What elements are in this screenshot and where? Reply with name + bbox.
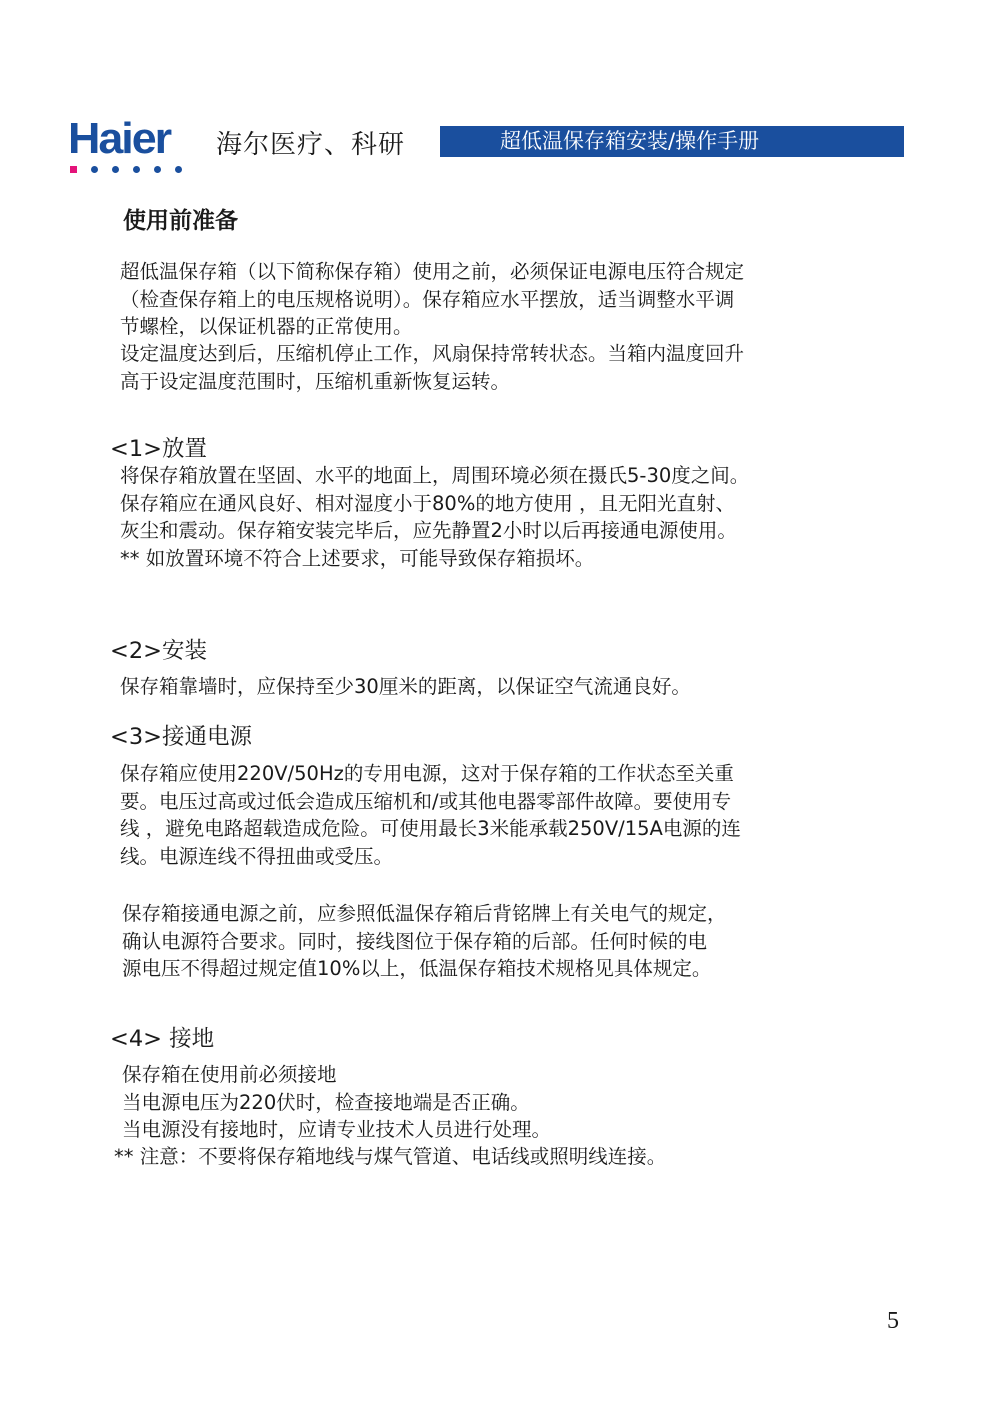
installation-text: [120, 673, 920, 701]
paragraph-line: 当电源电压为220伏时，检查接地端是否正确。: [122, 1090, 530, 1114]
paragraph-line: 保存箱靠墙时，应保持至少30厘米的距离，以保证空气流通良好。: [120, 675, 691, 698]
paragraph-line: 线 ，避免电路超载造成危险。可使用最长3米能承载250V/15A电源的连: [120, 817, 741, 840]
paragraph-line: 确认电源符合要求。同时，接线图位于保存箱的后部。任何时候的电: [122, 929, 708, 953]
paragraph-line: 灰尘和震动。保存箱安装完毕后，应先静置2小时以后再接通电源使用。: [120, 519, 737, 542]
grounding-text: [122, 1061, 922, 1144]
paragraph-line: 当电源没有接地时，应请专业技术人员进行处理。: [122, 1118, 552, 1141]
paragraph-line: 保存箱应使用220V/50Hz的专用电源，这对于保存箱的工作状态至关重: [120, 762, 734, 785]
paragraph-line: 节螺栓，以保证机器的正常使用。: [120, 315, 413, 338]
section-heading-grounding: <4> 接地: [110, 1026, 215, 1052]
paragraph-line: 超低温保存箱（以下简称保存箱）使用之前，必须保证电源电压符合规定: [120, 260, 745, 283]
logo-dot: [91, 166, 98, 173]
haier-logo: [68, 116, 192, 172]
paragraph-line: 保存箱接通电源之前，应参照低温保存箱后背铭牌上有关电气的规定，: [122, 902, 727, 925]
logo-dot: [112, 166, 119, 173]
paragraph-line: 高于设定温度范围时，压缩机重新恢复运转。: [120, 369, 511, 393]
logo-dot: [70, 166, 77, 173]
paragraph-line: 要。电压过高或过低会造成压缩机和/或其他电器零部件故障。要使用专: [120, 789, 732, 813]
paragraph-line: 线。电源连线不得扭曲或受压。: [120, 844, 394, 868]
manual-title: 超低温保存箱安装/操作手册: [500, 129, 760, 153]
paragraph-line: ** 如放置环境不符合上述要求，可能导致保存箱损坏。: [120, 546, 595, 570]
logo-dots: [70, 166, 190, 174]
paragraph-line: 保存箱应在通风良好、相对湿度小于80%的地方使用 ，且无阳光直射、: [120, 491, 736, 515]
manual-title-bar: [440, 126, 904, 157]
intro-paragraph-1: [120, 258, 920, 341]
paragraph-line: 保存箱在使用前必须接地: [122, 1063, 337, 1086]
logo-dot: [133, 166, 140, 173]
brand-subtitle: 海尔医疗、科研: [216, 130, 406, 160]
page-title: 使用前准备: [123, 208, 238, 234]
page-number: 5: [887, 1308, 899, 1334]
power-note-text: [122, 900, 922, 983]
logo-wordmark: Haier: [68, 114, 171, 163]
paragraph-line: 设定温度达到后，压缩机停止工作，风扇保持常转状态。当箱内温度回升: [120, 342, 745, 365]
intro-paragraph-2: [120, 340, 920, 395]
paragraph-line: 源电压不得超过规定值10%以上，低温保存箱技术规格见具体规定。: [122, 957, 712, 980]
paragraph-line: 将保存箱放置在坚固、水平的地面上，周围环境必须在摄氏5-30度之间。: [120, 464, 750, 487]
logo-dot: [175, 166, 182, 173]
warning-line: ** 注意：不要将保存箱地线与煤气管道、电话线或照明线连接。: [114, 1145, 667, 1168]
section-heading-placement: <1>放置: [110, 436, 208, 462]
logo-dot: [154, 166, 161, 173]
section-heading-installation: <2>安装: [110, 638, 208, 664]
grounding-warning: [114, 1143, 914, 1171]
paragraph-line: （检查保存箱上的电压规格说明）。保存箱应水平摆放，适当调整水平调: [120, 287, 735, 311]
power-text: [120, 760, 920, 870]
section-heading-power: <3>接通电源: [110, 724, 253, 750]
placement-text: [120, 462, 920, 572]
